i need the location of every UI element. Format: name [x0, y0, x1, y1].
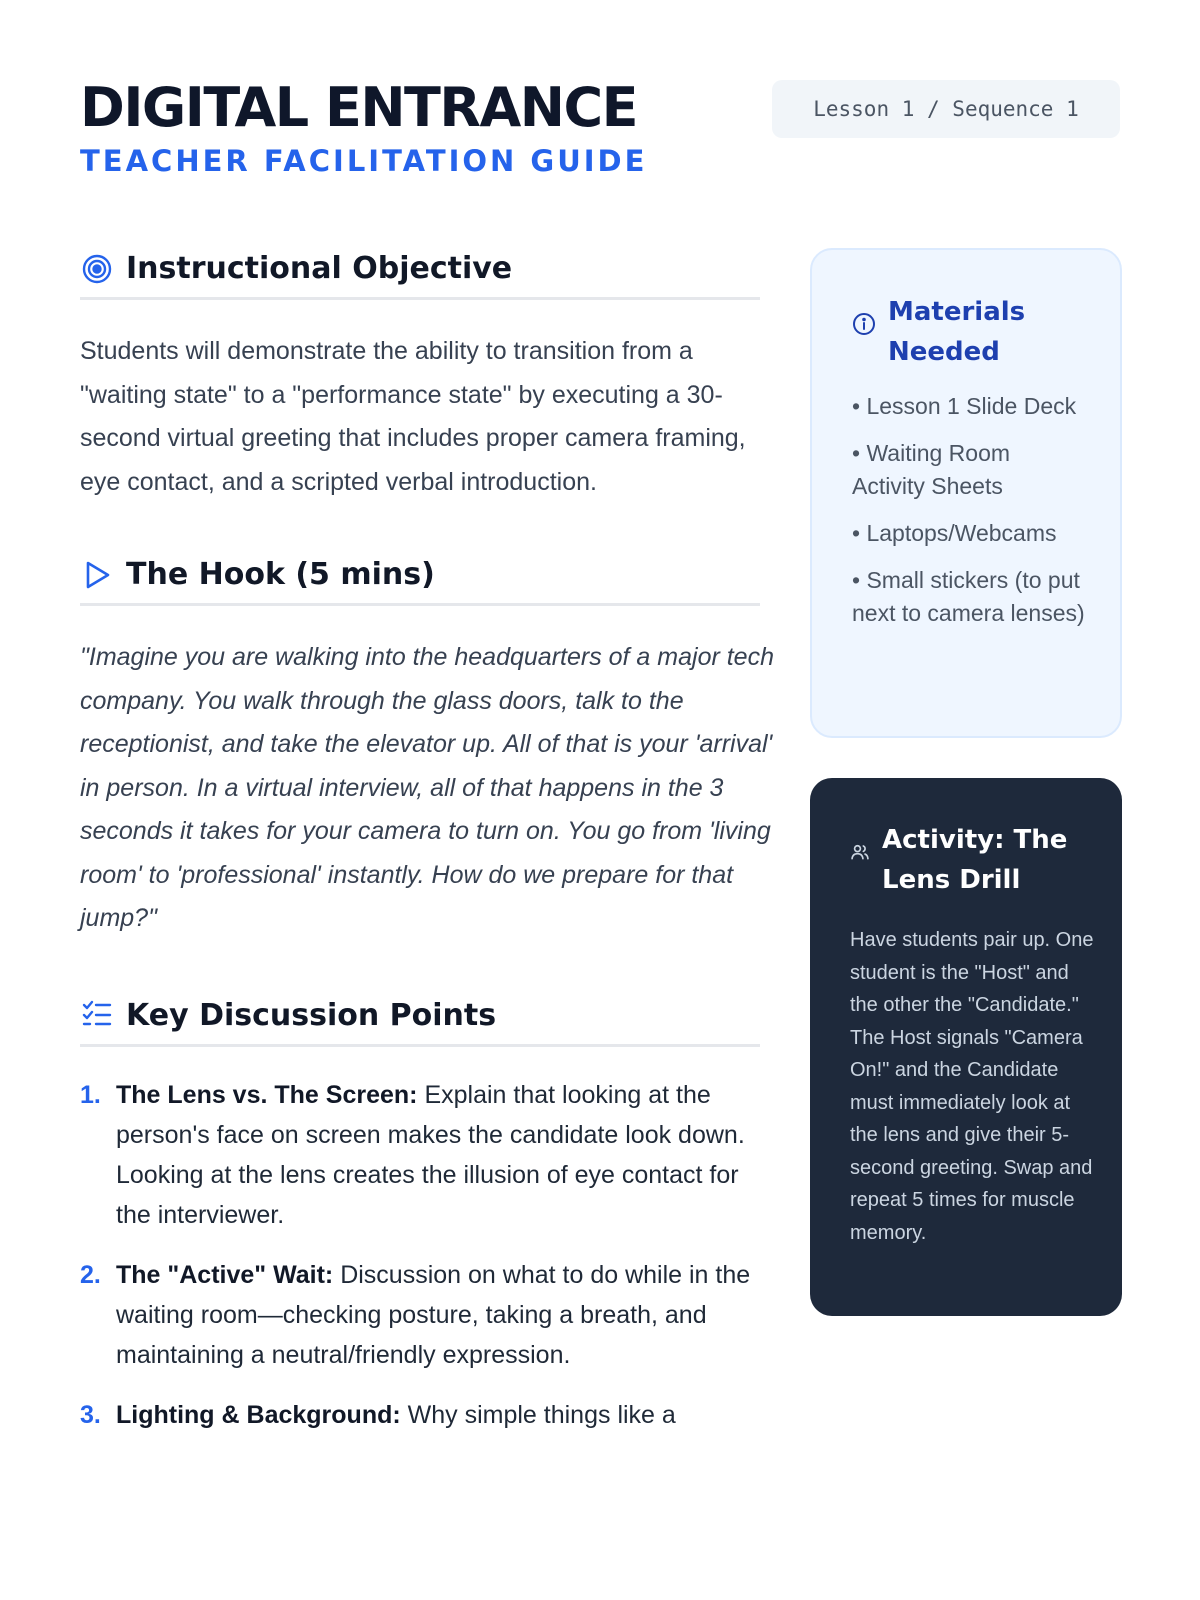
- list-item: [80, 1395, 760, 1435]
- discussion-points-list: [80, 1075, 760, 1435]
- list-item: [80, 1255, 760, 1375]
- objective-text: Students will demonstrate the ability to transition from a "waiting state" to a "performance state" by executing a 30-second virtual greeting that includes proper camera framing, eye contact, and a scripted verbal introduction.: [80, 337, 746, 496]
- list-number: 3.: [80, 1400, 101, 1429]
- discussion-section-header: [80, 987, 760, 1047]
- materials-list: [852, 390, 1086, 630]
- page-header: [80, 78, 1120, 198]
- hook-heading: The Hook (5 mins): [126, 557, 435, 592]
- list-number: 2.: [80, 1260, 101, 1289]
- discussion-heading: Key Discussion Points: [126, 997, 497, 1033]
- page-title: DIGITAL ENTRANCE: [80, 76, 637, 139]
- list-item: • Laptops/Webcams: [852, 520, 1057, 546]
- hook-text: "Imagine you are walking into the headquarters of a major tech company. You walk through the glass doors, talk to the receptionist, and take the elevator up. All of that is your 'arrival' in person. In a virtual interview, all of that happens in the 3 seconds it takes for your camera to turn on. You go from 'living room' to 'professional' instantly. How do we prepare for that jump?": [80, 643, 774, 932]
- list-item: • Lesson 1 Slide Deck: [852, 393, 1077, 419]
- page-subtitle: TEACHER FACILITATION GUIDE: [80, 144, 648, 178]
- play-icon: [80, 558, 114, 592]
- target-icon: [80, 252, 114, 286]
- point-text: Discussion on what to do while in the waiting room—checking posture, taking a breath, and maintaining a neutral/friendly expression.: [116, 1260, 751, 1369]
- list-number: 1.: [80, 1080, 101, 1109]
- point-text: Explain that looking at the person's face on screen makes the candidate look down. Looking at the lens creates the illusion of eye contact for the interviewer.: [116, 1080, 745, 1229]
- objective-section-header: [80, 240, 760, 300]
- objective-heading: Instructional Objective: [126, 251, 513, 286]
- point-title: The "Active" Wait:: [116, 1260, 334, 1289]
- info-icon: [852, 312, 876, 336]
- activity-heading: Activity: The Lens Drill: [882, 825, 1068, 895]
- list-item: [80, 1075, 760, 1235]
- activity-text: Have students pair up. One student is the "Host" and the other the "Candidate." The Host signals "Camera On!" and the Candidate must immediately look at the lens and give their 5-second greeting. Swap and repeat 5 times for muscle memory.: [850, 929, 1094, 1244]
- point-text: Why simple things like a: [400, 1400, 676, 1429]
- list-item: • Small stickers (to put next to camera lenses): [852, 567, 1085, 626]
- materials-heading: Materials Needed: [888, 297, 1026, 367]
- main-content: [80, 240, 774, 1455]
- checklist-icon: [80, 998, 114, 1032]
- hook-section-header: [80, 546, 760, 606]
- point-title: The Lens vs. The Screen:: [116, 1080, 418, 1109]
- list-item: • Waiting Room Activity Sheets: [852, 440, 1011, 499]
- materials-card: [810, 248, 1122, 738]
- activity-card: [810, 778, 1122, 1316]
- point-title: Lighting & Background:: [116, 1400, 401, 1429]
- lesson-badge: Lesson 1 / Sequence 1: [772, 80, 1120, 138]
- users-icon: [850, 842, 870, 862]
